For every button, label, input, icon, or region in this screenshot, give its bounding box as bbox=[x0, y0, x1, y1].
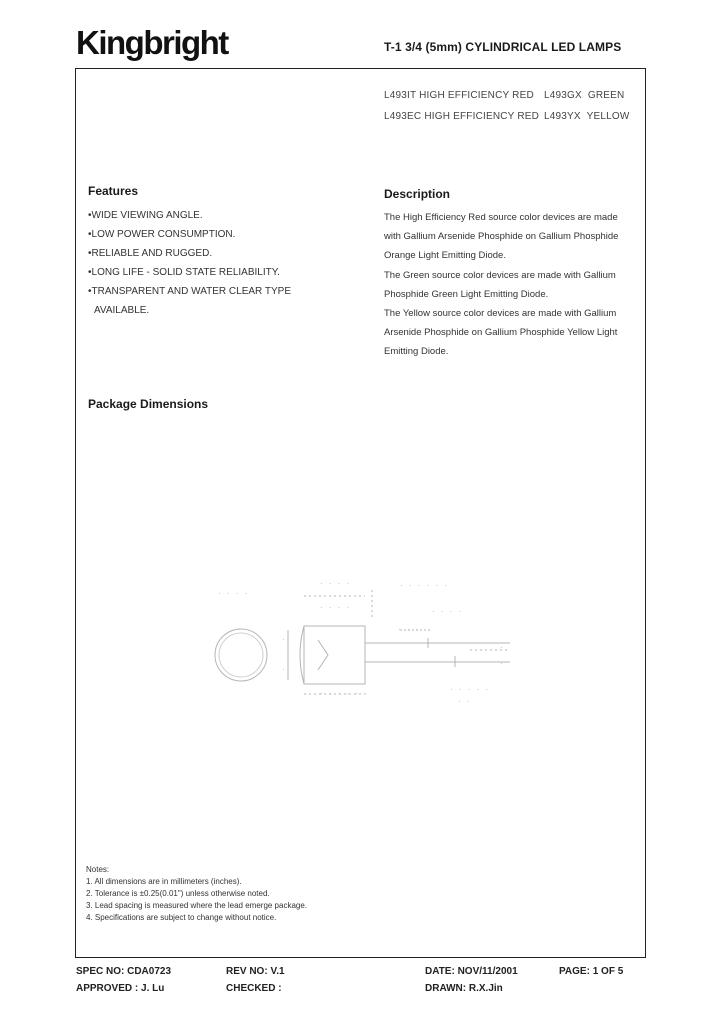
svg-text:· · · ·: · · · · bbox=[320, 603, 352, 612]
spec-number: SPEC NO: CDA0723 bbox=[76, 966, 172, 977]
part-code: L493EC bbox=[384, 111, 422, 122]
notes-heading: Notes: bbox=[86, 865, 110, 874]
content-frame bbox=[75, 68, 646, 958]
led-front-view-icon bbox=[215, 629, 267, 681]
svg-text:·: · bbox=[500, 659, 505, 668]
package-drawing bbox=[200, 570, 540, 720]
part-code: L493YX bbox=[544, 111, 581, 122]
notes-block bbox=[86, 864, 307, 924]
part-color: HIGH EFFICIENCY RED bbox=[419, 90, 534, 101]
brand-logo: Kingbright bbox=[76, 24, 228, 61]
svg-text:·: · bbox=[282, 665, 287, 674]
list-item: •LOW POWER CONSUMPTION. bbox=[88, 229, 236, 240]
svg-text:·: · bbox=[282, 635, 287, 644]
description-line: Arsenide Phosphide on Gallium Phosphide Yellow Light bbox=[384, 327, 618, 339]
svg-text:· · ·: · · · bbox=[398, 625, 421, 634]
description-line: Orange Light Emitting Diode. bbox=[384, 250, 506, 262]
svg-text:· · · ·: · · · · bbox=[432, 607, 464, 616]
approved-by: APPROVED : J. Lu bbox=[76, 983, 165, 994]
page-number: PAGE: 1 OF 5 bbox=[559, 966, 624, 977]
list-item: •TRANSPARENT AND WATER CLEAR TYPE bbox=[88, 286, 291, 297]
description-line: The Yellow source color devices are made with Gallium bbox=[384, 308, 617, 320]
description-text bbox=[384, 208, 628, 362]
list-item: •WIDE VIEWING ANGLE. bbox=[88, 210, 203, 221]
part-list bbox=[384, 90, 534, 101]
description-line: with Gallium Arsenide Phosphide on Gallium Phosphide bbox=[384, 231, 619, 243]
svg-text:·: · bbox=[500, 643, 505, 652]
part-code: L493IT bbox=[384, 90, 417, 101]
features-list bbox=[88, 206, 291, 320]
part-list bbox=[544, 111, 629, 122]
svg-text:· · · ·: · · · · bbox=[320, 579, 352, 588]
document-title: T-1 3/4 (5mm) CYLINDRICAL LED LAMPS bbox=[384, 40, 622, 54]
list-item: •LONG LIFE - SOLID STATE RELIABILITY. bbox=[88, 267, 280, 278]
document-date: DATE: NOV/11/2001 bbox=[425, 966, 518, 977]
part-color: HIGH EFFICIENCY RED bbox=[424, 111, 540, 122]
revision-number: REV NO: V.1 bbox=[226, 966, 285, 977]
checked-by: CHECKED : bbox=[226, 983, 282, 994]
part-list bbox=[544, 90, 624, 101]
svg-text:· · · ·: · · · · bbox=[218, 589, 250, 598]
drawn-by: DRAWN: R.X.Jin bbox=[425, 983, 503, 994]
package-dimensions-heading: Package Dimensions bbox=[88, 397, 209, 411]
svg-text:· · · · ·: · · · · · bbox=[450, 685, 491, 694]
part-color: YELLOW bbox=[586, 111, 630, 122]
description-line: Phosphide Green Light Emitting Diode. bbox=[384, 288, 549, 300]
note-item: 2. Tolerance is ±0.25(0.01") unless otherwise noted. bbox=[86, 889, 270, 898]
note-item: 3. Lead spacing is measured where the lead emerge package. bbox=[86, 901, 308, 910]
description-heading: Description bbox=[384, 187, 451, 201]
list-item: AVAILABLE. bbox=[94, 305, 150, 316]
svg-text:· ·: · · bbox=[458, 697, 472, 706]
features-heading: Features bbox=[88, 184, 139, 198]
description-line: Emitting Diode. bbox=[384, 346, 449, 358]
note-item: 4. Specifications are subject to change without notice. bbox=[86, 913, 277, 922]
svg-text:· · · · · ·: · · · · · · bbox=[320, 689, 370, 698]
svg-text:· · · · · ·: · · · · · · bbox=[400, 581, 450, 590]
list-item: •RELIABLE AND RUGGED. bbox=[88, 248, 213, 259]
description-line: The High Efficiency Red source color devices are made bbox=[384, 212, 618, 223]
part-color: GREEN bbox=[587, 90, 625, 101]
note-item: 1. All dimensions are in millimeters (inches). bbox=[86, 877, 242, 886]
description-line: The Green source color devices are made with Gallium bbox=[384, 269, 616, 281]
part-list bbox=[384, 111, 539, 122]
part-code: L493GX bbox=[544, 90, 582, 101]
